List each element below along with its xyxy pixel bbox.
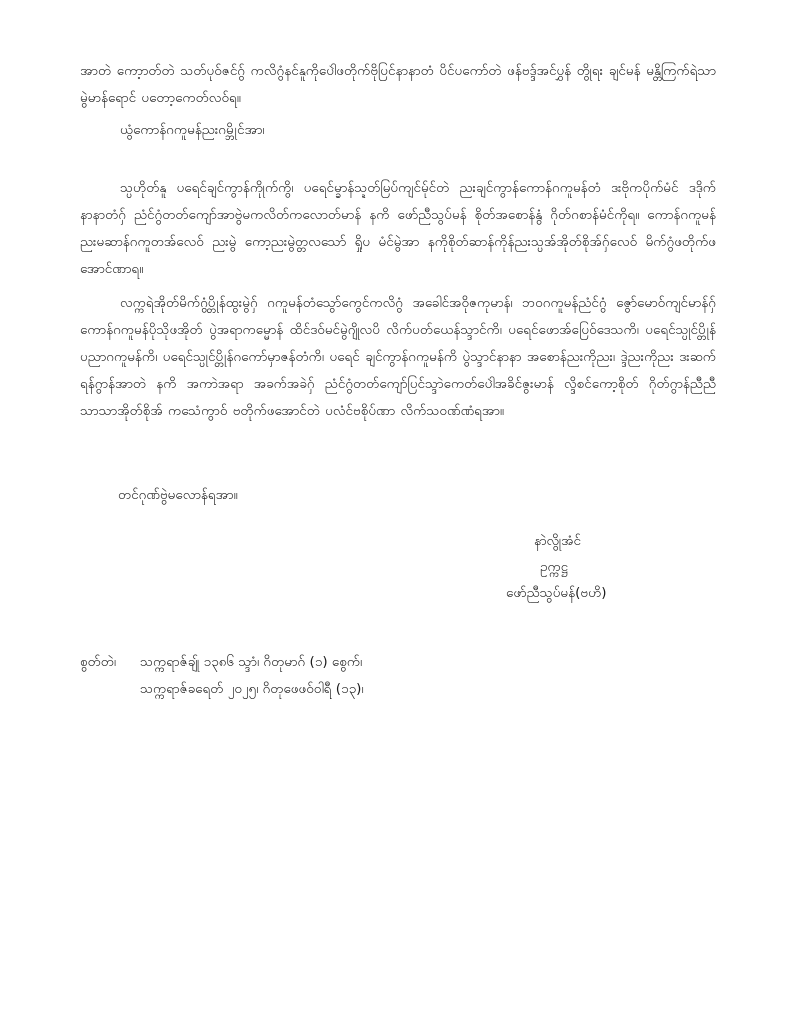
date-gregorian-calendar: သက္ကရာဇ်ခရေတ် ၂၀၂၅၊ ဂိတုဖေဖဝ်ဝါရီ (၁၃)၊ — [140, 681, 364, 697]
letter-paragraph-2: သ္ပဟိုတ်နူ ပရေင်ချင်ကွာန်ကိုုက်ကွိ၊ ပရေင်မ္ခာန်သ္ဍတ်မြပ်ကျင်မ်ုင်တဲ ညးချင်ကွာန်ကောန်ဂကူမန်တံ ဒးဗိုကပိုက်မံင် ဒဒိုက်နာနာတံဂှ် ညံင်ဂွံတတ်ကျော်အာဗွဲမကလိတ်ကလောတ်မာန် နကိ ဖော်ညီသွပ်မန် စိုတ်အစောန်နွံ ဂိုတ်ဂစာန်မံင်ကိုရ။ ကောန်ဂကူမန် ညးမဆာန်ဂကူတအ်လေဝ် ညးမွဲ ကော့ညးမွဲတ္တလသော် ရှိုပ မံင်မွဲအာ နကိုစိုတ်ဆာန်ကိုန်ညးသ္ပအ်အိုတ်စိုအ်ဂှ်လေဝ် မိက်ဂွံဖတိုက်ဖအောင်ဏာရ။ — [80, 180, 716, 277]
date-label: စွတ်တဲ၊ — [80, 654, 117, 670]
date-myanmar-calendar: သက္ကရာဇ်ချ်ု ၁၃၈၆ သ္ဒာံ၊ ဂိတုမာဂ် (၁) စွေက်၊ — [140, 654, 363, 670]
letter-closing: တင်ဂုဏ်ဗွဲမလောန်ရအာ။ — [118, 487, 238, 503]
letter-paragraph-3: လက္ကရဲအိုတ်မိက်ဂွံပ္တိုန်ထွးမွဲဂှ် ဂကူမန်တံသွော်ကွေင်ကလိဂွံ အခေါင်အဝိုဇကုမာန်၊ ဘဝဂကူမန်ညံင်ဂွံ ဇွော်မောဝ်ကျင်မာန်ဂှ် ကောန်ဂကူမန်ပိုသိုဖအိုတ် ပွဲအရာကမ္မောန် ထိင်ဒဝ်မင်မွဲဂျိုလပိ လိက်ပတ်ယေန်သ္ဒာင်ကိ၊ ပရေင်ဖောအ်ပြေဝ်ဒေသကိ၊ ပရေင်သ္ပုင်ပ္တိုန်ပညာဂကူမန်ကိ၊ ပရေင်သ္ပုင်ပ္တိုန်ဂကော်မှာဇန်တံကိ၊ ပရေင် ချင်ကွာန်ဂကူမန်ကိ ပွဲသ္ဒာင်နာနာ အစောန်ညးကိုညး၊ ဒ္ဒဲညးကိုညး ဒးဆက်ရန်ဂွာန်အာတဲ နကိ အကာဲအရာ အခက်အခဲဂှ် ညံင်ဂွံတတ်ကျော်ပြင်သ္ဒာဲကေတ်ပေါဲအခိင်ဇွးမာန် လ္ဒိစင်ကော့စိုတ် ဂိုတ်ဂွာန်ညီညီသာသာအိုတ်စိုအ် ကသေံကွာဝ် ဗတိုက်ဖအောင်တဲ ပလံင်ဗစိုပ်ဏာ လိက်သဝဏ်ဏံရအာ။ — [80, 295, 716, 419]
letter-paragraph-1: အာတဲ ကော့ာတ်တဲ သတ်ပုဝ်ဇင်ဂွ် ကလိဂွံနင်နူကိုပေါဲဖတိုက်ဗိုပြင်နာနာတံ ပိင်ပကော်တဲ ဖန်ဗဒ္ဒ်အင်ပွှန် တွိုရး ချင်မန် မန္တိကြက်ရဲသာမွဲမာန်ရောင် ပတော့ကေတ်လဝ်ရ။ — [80, 63, 716, 106]
letter-salutation: ယွံကောန်ဂကူမန်ညးဂမ္ဘိုင်အာ၊ — [120, 122, 265, 138]
signatory-organization: ဖော်ညီသွပ်မန်(ဗဟိ) — [506, 585, 607, 601]
signatory-name: နာဲလွိုအံင် — [534, 533, 582, 549]
signatory-role: ဥက္ကဋ္ဌ — [540, 559, 569, 575]
